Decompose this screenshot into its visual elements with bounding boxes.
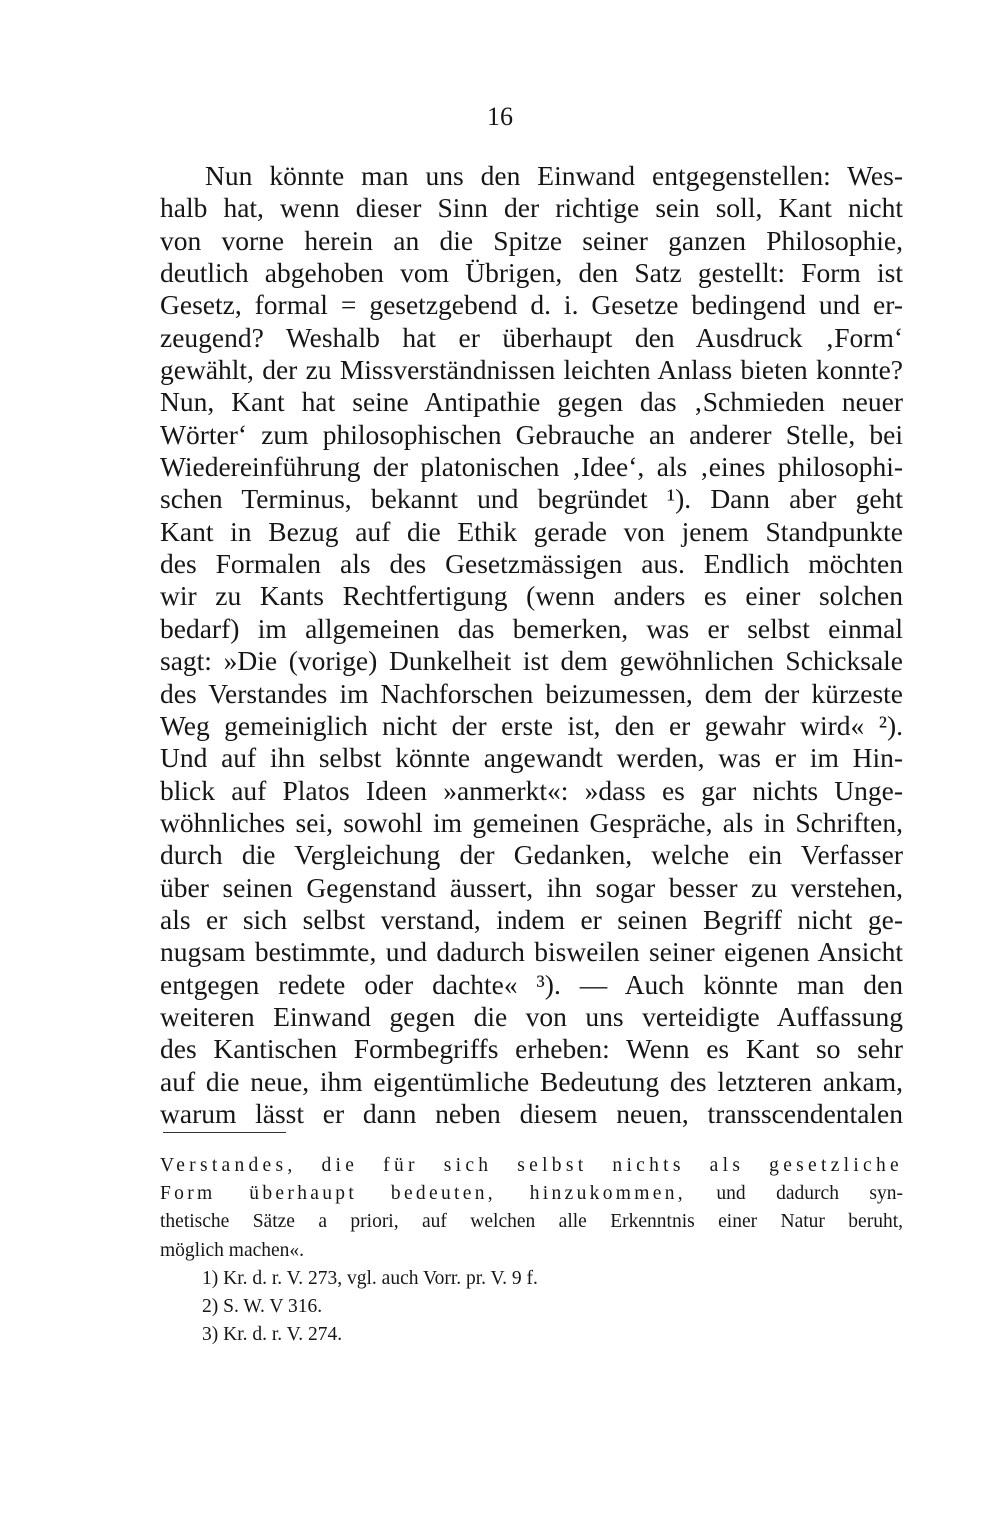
text-line: Und auf ihn selbst könnte angewandt werden, was er im Hin- (160, 742, 903, 774)
text-line: des Verstandes im Nachforschen beizumessen, dem der kürzeste (160, 677, 903, 709)
text-line: sagt: »Die (vorige) Dunkelheit ist dem gewöhnlichen Schicksale (160, 645, 903, 677)
footnote-continuation-line: möglich machen«. (160, 1239, 305, 1261)
text-line: Wiedereinführung der platonischen ‚Idee‘, als ‚eines philosophi- (160, 451, 903, 483)
text-line: gewählt, der zu Missverständnissen leichten Anlass bieten konnte? (160, 354, 903, 386)
text-line: Weg gemeiniglich nicht der erste ist, den er gewahr wird« ²). (160, 709, 903, 741)
text-line: Kant in Bezug auf die Ethik gerade von jenem Standpunkte (160, 515, 903, 547)
text-line: halb hat, wenn dieser Sinn der richtige sein soll, Kant nicht (160, 192, 903, 224)
text-line: entgegen redete oder dachte« ³). — Auch könnte man den (160, 968, 903, 1000)
text-line: bedarf) im allgemeinen das bemerken, was er selbst einmal (160, 612, 903, 644)
main-text (160, 160, 903, 1130)
plain-text: und dadurch syn- (685, 1183, 903, 1205)
footnote-rule (163, 1132, 286, 1133)
text-line: zeugend? Weshalb hat er überhaupt den Ausdruck ‚Form‘ (160, 321, 903, 353)
text-line: warum lässt er dann neben diesem neuen, transscendentalen (160, 1097, 903, 1129)
text-line: wir zu Kants Rechtfertigung (wenn anders es einer solchen (160, 580, 903, 612)
text-line: auf die neue, ihm eigentümliche Bedeutung des letzteren ankam, (160, 1065, 903, 1097)
text-line: weiteren Einwand gegen die von uns verteidigte Auffassung (160, 1000, 903, 1032)
footnote-2: 2) S. W. V 316. (202, 1295, 323, 1317)
footnote-3: 3) Kr. d. r. V. 274. (202, 1324, 343, 1346)
text-line: Wörter‘ zum philosophischen Gebrauche an anderer Stelle, bei (160, 418, 903, 450)
footnote-1: 1) Kr. d. r. V. 273, vgl. auch Vorr. pr. V. 9 f. (202, 1267, 538, 1289)
footnote-continuation-line (160, 1180, 903, 1208)
text-line: des Formalen als des Gesetzmässigen aus. Endlich möchten (160, 548, 903, 580)
page-number: 16 (487, 102, 513, 131)
text-line: über seinen Gegenstand äussert, ihn sogar besser zu verstehen, (160, 871, 903, 903)
text-line: als er sich selbst verstand, indem er seinen Begriff nicht ge- (160, 903, 903, 935)
text-line: blick auf Platos Ideen »anmerkt«: »dass es gar nichts Unge- (160, 774, 903, 806)
text-line: durch die Vergleichung der Gedanken, welche ein Verfasser (160, 839, 903, 871)
footnote-continuation-line: thetische Sätze a priori, auf welchen alle Erkenntnis einer Natur beruht, (160, 1211, 903, 1233)
text-line: deutlich abgehoben vom Übrigen, den Satz gestellt: Form ist (160, 257, 903, 289)
text-line: Gesetz, formal = gesetzgebend d. i. Gesetze bedingend und er- (160, 289, 903, 321)
footnote-continuation-line: Verstandes, die für sich selbst nichts als gesetzliche (160, 1155, 903, 1176)
spaced-text: Form überhaupt bedeuten, hinzukommen, (160, 1183, 686, 1205)
text-line: des Kantischen Formbegriffs erheben: Wenn es Kant so sehr (160, 1033, 903, 1065)
text-line: nugsam bestimmte, und dadurch bisweilen seiner eigenen Ansicht (160, 936, 903, 968)
footnotes (160, 1152, 903, 1349)
text-line: Nun könnte man uns den Einwand entgegenstellen: Wes- (205, 160, 903, 191)
text-line: Nun, Kant hat seine Antipathie gegen das ‚Schmieden neuer (160, 386, 903, 418)
text-line: von vorne herein an die Spitze seiner ganzen Philosophie, (160, 224, 903, 256)
text-line: wöhnliches sei, sowohl im gemeinen Gespräche, als in Schriften, (160, 806, 903, 838)
text-line: schen Terminus, bekannt und begründet ¹). Dann aber geht (160, 483, 903, 515)
